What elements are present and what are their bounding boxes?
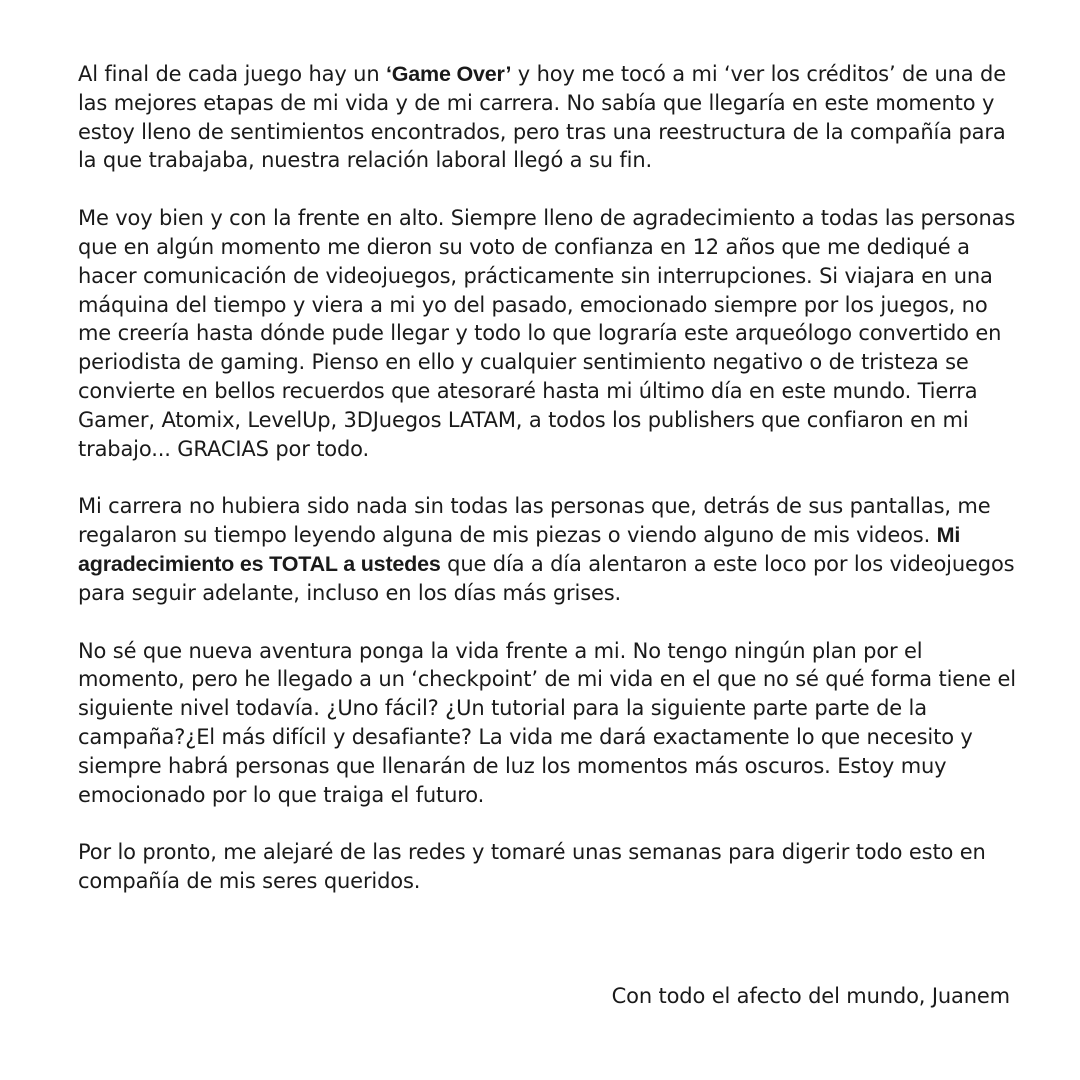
letter-body (78, 60, 1018, 925)
paragraph-3-emphasis: Mi agradecimiento es TOTAL a ustedes (78, 523, 961, 576)
paragraph-3-text-a: Mi carrera no hubiera sido nada sin todas las personas que, detrás de sus pantallas, me regalaron su tiempo leyendo alguna de mis piezas o viendo alguno de mis videos. (78, 494, 991, 548)
paragraph-1-text-a: Al final de cada juego hay un (78, 62, 386, 86)
paragraph-2-text: Me voy bien y con la frente en alto. Siempre lleno de agradecimiento a todas las personas que en algún momento me dieron su voto de confianza en 12 años que me dediqué a hacer comunicación de videojuegos, prácticamente sin interrupciones. Si viajara en una máquina del tiempo y viera a mi yo del pasado, emocionado siempre por los juegos, no me creería hasta dónde pude llegar y todo lo que lograría este arqueólogo convertido en periodista de gaming. Pienso en ello y cualquier sentimiento negativo o de tristeza se convierte en bellos recuerdos que atesoraré hasta mi último día en este mundo. Tierra Gamer, Atomix, LevelUp, 3DJuegos LATAM, a todos los publishers que confiaron en mi trabajo... GRACIAS por todo. (78, 206, 1016, 461)
paragraph-1-emphasis: ‘Game Over’ (386, 62, 512, 86)
paragraph-1-text-b: y hoy me tocó a mi ‘ver los créditos’ de una de las mejores etapas de mi vida y de mi carrera. No sabía que llegaría en este momento y estoy lleno de sentimientos encontrados, pero tras una reestructura de la compañía para la que trabajaba, nuestra relación laboral llegó a su fin. (78, 62, 1006, 173)
paragraph-4-text: No sé que nueva aventura ponga la vida frente a mi. No tengo ningún plan por el momento, pero he llegado a un ‘checkpoint’ de mi vida en el que no sé qué forma tiene el siguiente nivel todavía. ¿Uno fácil? ¿Un tutorial para la siguiente parte parte de la campaña?¿El más difícil y desafiante? La vida me dará exactamente lo que necesito y siempre habrá personas que llenarán de luz los momentos más oscuros. Estoy muy emocionado por lo que traiga el futuro. (78, 638, 1016, 807)
paragraph-3-text-b: que día a día alentaron a este loco por los videojuegos para seguir adelante, incluso en los días más grises. (78, 551, 1015, 605)
signature: Con todo el afecto del mundo, Juanem (611, 984, 1010, 1008)
paragraph-5-text: Por lo pronto, me alejaré de las redes y tomaré unas semanas para digerir todo esto en compañía de mis seres queridos. (78, 840, 986, 894)
paragraph-2 (78, 204, 1018, 463)
paragraph-3 (78, 492, 1018, 607)
paragraph-5 (78, 838, 1018, 896)
paragraph-1 (78, 60, 1018, 175)
paragraph-4 (78, 637, 1018, 810)
